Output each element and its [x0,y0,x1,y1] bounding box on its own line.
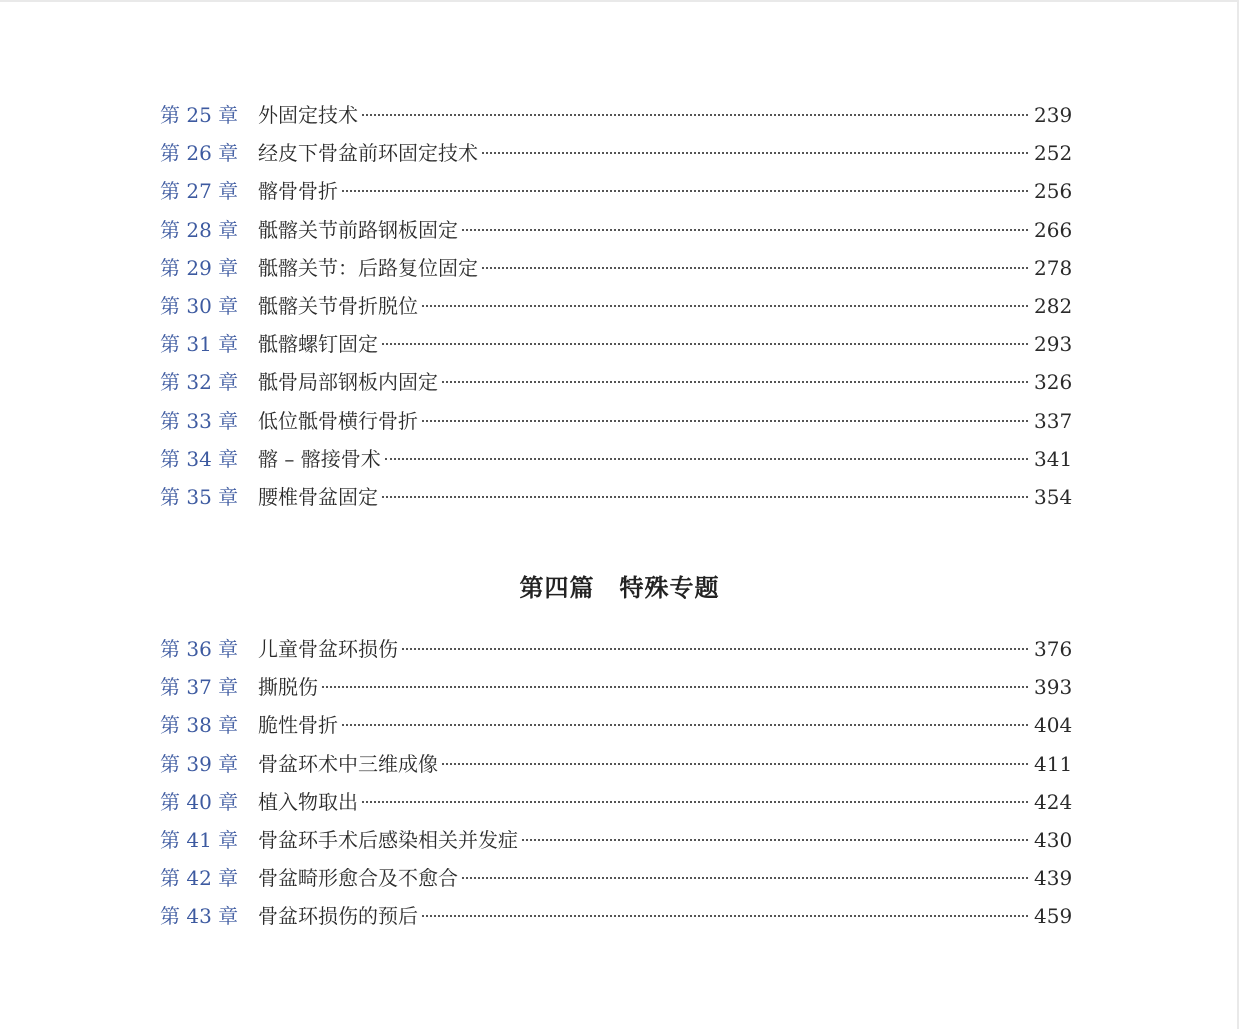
chapter-title: 骶髂螺钉固定 [258,332,378,357]
chapter-number: 第 27 章 [160,179,239,204]
toc-entry[interactable] [160,630,1073,668]
page-number: 256 [1034,179,1073,204]
page-number: 341 [1034,446,1073,471]
chapter-number: 第 26 章 [160,141,239,166]
page-number: 354 [1034,484,1073,509]
chapter-title: 脆性骨折 [258,713,338,738]
chapter-title: 骨盆环手术后感染相关并发症 [258,827,518,852]
dot-leader [482,152,1028,154]
page-number: 404 [1034,713,1073,738]
chapter-number: 第 43 章 [160,904,239,929]
toc-entry[interactable] [160,134,1073,172]
chapter-number: 第 30 章 [160,293,239,318]
dot-leader [362,801,1028,803]
dot-leader [462,877,1028,879]
dot-leader [522,839,1028,841]
page-edge-top [0,0,1239,2]
toc-entry[interactable] [160,668,1073,706]
chapter-number: 第 25 章 [160,103,239,127]
chapter-number: 第 42 章 [160,866,239,891]
chapter-number: 第 32 章 [160,370,239,395]
page-number: 239 [1034,103,1073,127]
toc-part-3-list [160,96,1073,516]
chapter-title: 骨盆环损伤的预后 [258,904,418,929]
toc-entry[interactable] [160,249,1073,287]
dot-leader [385,458,1028,460]
dot-leader [322,686,1028,688]
dot-leader [382,343,1028,345]
dot-leader [402,648,1028,650]
toc-entry[interactable] [160,783,1073,821]
page-number: 266 [1034,217,1073,242]
part-heading: 第四篇 特殊专题 [519,574,720,602]
page-number: 411 [1034,751,1073,776]
dot-leader [422,305,1028,307]
dot-leader [362,114,1028,116]
chapter-title: 骶髂关节：后路复位固定 [258,255,478,280]
dot-leader [442,381,1028,383]
toc-entry[interactable] [160,706,1073,744]
page-number: 282 [1034,293,1073,318]
chapter-title: 骶髂关节骨折脱位 [258,293,418,318]
chapter-title: 植入物取出 [258,789,358,814]
chapter-number: 第 37 章 [160,675,239,700]
toc-entry[interactable] [160,821,1073,859]
chapter-number: 第 29 章 [160,255,239,280]
toc-part-4-list [160,630,1073,936]
dot-leader [482,267,1028,269]
page-number: 326 [1034,370,1073,395]
toc-entry[interactable] [160,478,1073,516]
toc-entry[interactable] [160,325,1073,363]
page-number: 439 [1034,866,1073,891]
page-number: 459 [1034,904,1073,929]
toc-entry[interactable] [160,440,1073,478]
dot-leader [342,724,1028,726]
toc-entry[interactable] [160,745,1073,783]
chapter-title: 外固定技术 [258,103,358,127]
dot-leader [342,190,1028,192]
toc-entry[interactable] [160,172,1073,210]
chapter-title: 骨盆畸形愈合及不愈合 [258,866,458,891]
chapter-title: 骶髂关节前路钢板固定 [258,217,458,242]
chapter-title: 腰椎骨盆固定 [258,484,378,509]
chapter-title: 撕脱伤 [258,675,318,700]
chapter-number: 第 38 章 [160,713,239,738]
chapter-title: 经皮下骨盆前环固定技术 [258,141,478,166]
toc-entry[interactable] [160,402,1073,440]
page-number: 424 [1034,789,1073,814]
chapter-number: 第 28 章 [160,217,239,242]
page-number: 376 [1034,637,1073,661]
dot-leader [382,496,1028,498]
chapter-number: 第 41 章 [160,827,239,852]
toc-entry[interactable] [160,859,1073,897]
chapter-number: 第 40 章 [160,789,239,814]
dot-leader [422,420,1028,422]
chapter-title: 儿童骨盆环损伤 [258,637,398,661]
chapter-number: 第 31 章 [160,332,239,357]
page-number: 278 [1034,255,1073,280]
chapter-number: 第 36 章 [160,637,239,661]
chapter-title: 低位骶骨横行骨折 [258,408,418,433]
toc-entry[interactable] [160,287,1073,325]
dot-leader [442,763,1028,765]
chapter-number: 第 34 章 [160,446,239,471]
chapter-title: 髂 – 髂接骨术 [258,446,381,471]
chapter-title: 骶骨局部钢板内固定 [258,370,438,395]
chapter-number: 第 35 章 [160,484,239,509]
chapter-number: 第 33 章 [160,408,239,433]
toc-entry[interactable] [160,211,1073,249]
page-number: 393 [1034,675,1073,700]
page-number: 293 [1034,332,1073,357]
toc-entry[interactable] [160,96,1073,134]
dot-leader [462,229,1028,231]
chapter-title: 髂骨骨折 [258,179,338,204]
toc-entry[interactable] [160,363,1073,401]
page-number: 337 [1034,408,1073,433]
page-number: 252 [1034,141,1073,166]
dot-leader [422,915,1028,917]
toc-entry[interactable] [160,897,1073,935]
page-number: 430 [1034,827,1073,852]
chapter-number: 第 39 章 [160,751,239,776]
chapter-title: 骨盆环术中三维成像 [258,751,438,776]
